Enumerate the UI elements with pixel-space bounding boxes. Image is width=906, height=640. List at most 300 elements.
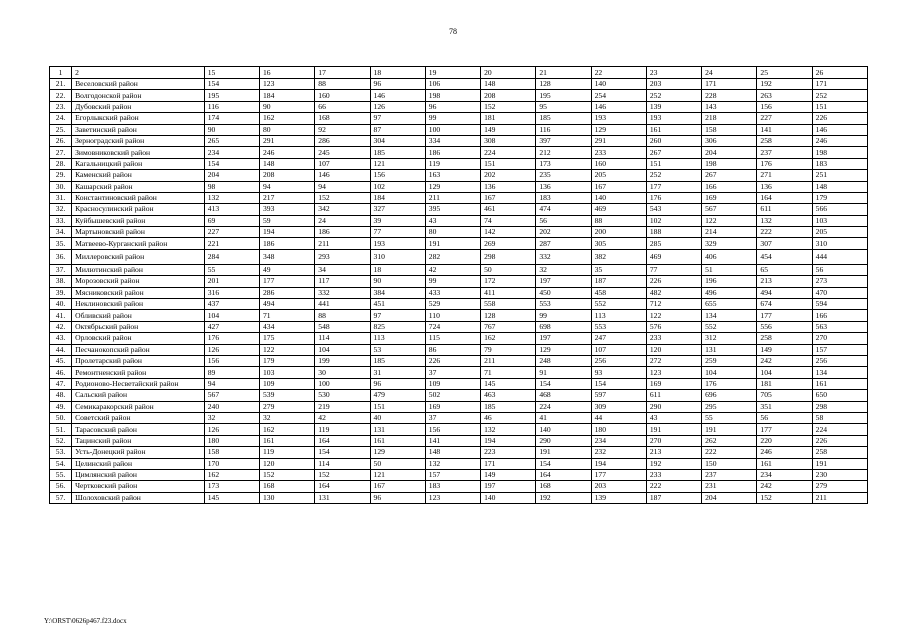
value-cell: 496: [702, 287, 757, 298]
value-cell: 222: [702, 447, 757, 458]
value-cell: 161: [812, 378, 867, 389]
value-cell: 71: [481, 367, 536, 378]
district-name-cell: Каменский район: [72, 170, 205, 181]
value-cell: 597: [591, 390, 646, 401]
value-cell: 183: [425, 481, 480, 492]
value-cell: 104: [757, 367, 812, 378]
value-cell: 226: [812, 113, 867, 124]
value-cell: 184: [260, 90, 315, 101]
value-cell: 113: [591, 310, 646, 321]
value-cell: 156: [757, 101, 812, 112]
value-cell: 267: [646, 147, 701, 158]
table-row: [50, 249, 868, 264]
value-cell: 705: [757, 390, 812, 401]
value-cell: 94: [204, 378, 259, 389]
value-cell: 298: [812, 401, 867, 412]
value-cell: 131: [702, 344, 757, 355]
table-row: [50, 276, 868, 287]
value-cell: 213: [646, 447, 701, 458]
value-cell: 712: [646, 299, 701, 310]
district-name-cell: Неклиновский район: [72, 299, 205, 310]
value-cell: 393: [260, 204, 315, 215]
row-number-cell: 45.: [50, 355, 72, 366]
value-cell: 234: [591, 435, 646, 446]
value-cell: 397: [536, 135, 591, 146]
district-name-cell: Родионово-Несветайский район: [72, 378, 205, 389]
value-cell: 44: [591, 412, 646, 423]
value-cell: 468: [536, 390, 591, 401]
table-row: [50, 367, 868, 378]
district-name-cell: Семикаракорский район: [72, 401, 205, 412]
row-number-cell: 1: [50, 67, 72, 79]
value-cell: 96: [370, 492, 425, 503]
value-cell: 136: [757, 181, 812, 192]
table-row: [50, 90, 868, 101]
value-cell: 55: [204, 264, 259, 275]
value-cell: 186: [425, 147, 480, 158]
value-cell: 152: [260, 469, 315, 480]
district-name-cell: Матвеево-Курганский район: [72, 238, 205, 249]
table-row: [50, 390, 868, 401]
value-cell: 131: [315, 492, 370, 503]
table-body: [50, 67, 868, 504]
value-cell: 158: [204, 447, 259, 458]
value-cell: 192: [536, 492, 591, 503]
value-cell: 32: [260, 412, 315, 423]
value-cell: 179: [260, 355, 315, 366]
value-cell: 469: [591, 204, 646, 215]
value-cell: 259: [702, 355, 757, 366]
value-cell: 310: [812, 238, 867, 249]
row-number-cell: 21.: [50, 79, 72, 90]
value-cell: 530: [315, 390, 370, 401]
value-cell: 92: [315, 124, 370, 135]
district-name-cell: Цимлянский район: [72, 469, 205, 480]
value-cell: 37: [425, 367, 480, 378]
value-cell: 142: [481, 227, 536, 238]
district-name-cell: Мясниковский район: [72, 287, 205, 298]
value-cell: 154: [536, 378, 591, 389]
value-cell: 89: [204, 367, 259, 378]
value-cell: 90: [260, 101, 315, 112]
value-cell: 211: [812, 492, 867, 503]
value-cell: 180: [204, 435, 259, 446]
value-cell: 69: [204, 215, 259, 226]
value-cell: 232: [591, 447, 646, 458]
value-cell: 177: [757, 310, 812, 321]
value-cell: 126: [204, 344, 259, 355]
value-cell: 169: [646, 378, 701, 389]
value-cell: 74: [481, 215, 536, 226]
value-cell: 171: [812, 79, 867, 90]
value-cell: 316: [204, 287, 259, 298]
value-cell: 494: [757, 287, 812, 298]
value-cell: 160: [315, 90, 370, 101]
value-cell: 119: [260, 447, 315, 458]
value-cell: 164: [757, 192, 812, 203]
value-cell: 234: [204, 147, 259, 158]
value-cell: 247: [591, 333, 646, 344]
value-cell: 212: [536, 147, 591, 158]
value-cell: 235: [536, 170, 591, 181]
value-cell: 100: [425, 124, 480, 135]
value-cell: 220: [757, 435, 812, 446]
value-cell: 151: [812, 101, 867, 112]
value-cell: 91: [536, 367, 591, 378]
value-cell: 176: [702, 378, 757, 389]
table-row: [50, 79, 868, 90]
table-row: [50, 215, 868, 226]
value-cell: 123: [646, 367, 701, 378]
value-cell: 151: [481, 158, 536, 169]
value-cell: 39: [370, 215, 425, 226]
value-cell: 200: [591, 227, 646, 238]
value-cell: 161: [370, 435, 425, 446]
row-number-cell: 35.: [50, 238, 72, 249]
value-cell: 154: [591, 378, 646, 389]
value-cell: 164: [315, 481, 370, 492]
value-cell: 162: [260, 424, 315, 435]
value-cell: 132: [204, 192, 259, 203]
value-cell: 226: [425, 355, 480, 366]
value-cell: 88: [591, 215, 646, 226]
row-number-cell: 37.: [50, 264, 72, 275]
value-cell: 548: [315, 321, 370, 332]
value-cell: 208: [260, 170, 315, 181]
value-cell: 24: [315, 215, 370, 226]
district-name-cell: Заветинский район: [72, 124, 205, 135]
value-cell: 169: [702, 192, 757, 203]
value-cell: 104: [204, 310, 259, 321]
value-cell: 558: [481, 299, 536, 310]
value-cell: 130: [260, 492, 315, 503]
value-cell: 120: [646, 344, 701, 355]
value-cell: 95: [536, 101, 591, 112]
value-cell: 218: [702, 113, 757, 124]
value-cell: 437: [204, 299, 259, 310]
value-cell: 226: [812, 435, 867, 446]
value-cell: 272: [646, 355, 701, 366]
district-name-cell: Зимовниковский район: [72, 147, 205, 158]
value-cell: 252: [646, 90, 701, 101]
district-name-cell: Песчанокопский район: [72, 344, 205, 355]
district-name-cell: Егорлыкский район: [72, 113, 205, 124]
value-cell: 136: [481, 181, 536, 192]
value-cell: 168: [260, 481, 315, 492]
value-cell: 227: [757, 113, 812, 124]
value-cell: 395: [425, 204, 480, 215]
district-name-cell: Обливский район: [72, 310, 205, 321]
district-name-cell: Ремонтненский район: [72, 367, 205, 378]
value-cell: 256: [591, 355, 646, 366]
district-name-cell: Шолоховский район: [72, 492, 205, 503]
value-cell: 96: [370, 79, 425, 90]
value-cell: 194: [260, 227, 315, 238]
value-cell: 174: [204, 113, 259, 124]
district-name-cell: 2: [72, 67, 205, 79]
value-cell: 179: [812, 192, 867, 203]
value-cell: 152: [757, 492, 812, 503]
value-cell: 152: [481, 101, 536, 112]
row-number-cell: 22.: [50, 90, 72, 101]
value-cell: 154: [315, 447, 370, 458]
district-name-cell: Зерноградский район: [72, 135, 205, 146]
value-cell: 66: [315, 101, 370, 112]
value-cell: 291: [260, 135, 315, 146]
table-row: [50, 333, 868, 344]
value-cell: 191: [425, 238, 480, 249]
value-cell: 17: [315, 67, 370, 79]
value-cell: 217: [260, 192, 315, 203]
value-cell: 132: [425, 458, 480, 469]
value-cell: 132: [757, 215, 812, 226]
value-cell: 298: [481, 249, 536, 264]
row-number-cell: 54.: [50, 458, 72, 469]
table-row: [50, 321, 868, 332]
value-cell: 553: [536, 299, 591, 310]
value-cell: 99: [425, 276, 480, 287]
value-cell: 79: [481, 344, 536, 355]
row-number-cell: 28.: [50, 158, 72, 169]
value-cell: 107: [315, 158, 370, 169]
value-cell: 156: [204, 355, 259, 366]
value-cell: 208: [481, 90, 536, 101]
value-cell: 139: [646, 101, 701, 112]
value-cell: 529: [425, 299, 480, 310]
value-cell: 128: [536, 79, 591, 90]
value-cell: 246: [812, 135, 867, 146]
value-cell: 434: [260, 321, 315, 332]
row-number-cell: 56.: [50, 481, 72, 492]
value-cell: 191: [536, 447, 591, 458]
value-cell: 479: [370, 390, 425, 401]
value-cell: 342: [315, 204, 370, 215]
value-cell: 110: [425, 310, 480, 321]
row-number-cell: 43.: [50, 333, 72, 344]
row-number-cell: 52.: [50, 435, 72, 446]
value-cell: 444: [812, 249, 867, 264]
value-cell: 450: [536, 287, 591, 298]
value-cell: 198: [812, 147, 867, 158]
value-cell: 43: [425, 215, 480, 226]
value-cell: 482: [646, 287, 701, 298]
value-cell: 186: [315, 227, 370, 238]
value-cell: 502: [425, 390, 480, 401]
value-cell: 177: [591, 469, 646, 480]
value-cell: 267: [702, 170, 757, 181]
value-cell: 310: [370, 249, 425, 264]
value-cell: 270: [812, 333, 867, 344]
value-cell: 427: [204, 321, 259, 332]
value-cell: 20: [481, 67, 536, 79]
value-cell: 230: [812, 469, 867, 480]
value-cell: 18: [370, 264, 425, 275]
row-number-cell: 38.: [50, 276, 72, 287]
value-cell: 724: [425, 321, 480, 332]
value-cell: 696: [702, 390, 757, 401]
value-cell: 116: [204, 101, 259, 112]
table-row: [50, 424, 868, 435]
value-cell: 295: [702, 401, 757, 412]
value-cell: 556: [757, 321, 812, 332]
value-cell: 50: [370, 458, 425, 469]
value-cell: 156: [425, 424, 480, 435]
district-name-cell: Орловский район: [72, 333, 205, 344]
table-row: [50, 492, 868, 503]
row-number-cell: 42.: [50, 321, 72, 332]
value-cell: 56: [812, 264, 867, 275]
value-cell: 222: [646, 481, 701, 492]
table-row: [50, 113, 868, 124]
value-cell: 141: [425, 435, 480, 446]
value-cell: 233: [646, 333, 701, 344]
value-cell: 204: [702, 147, 757, 158]
value-cell: 262: [702, 435, 757, 446]
value-cell: 290: [536, 435, 591, 446]
value-cell: 543: [646, 204, 701, 215]
row-number-cell: 33.: [50, 215, 72, 226]
value-cell: 96: [425, 101, 480, 112]
district-name-cell: Сальский район: [72, 390, 205, 401]
value-cell: 31: [370, 367, 425, 378]
row-number-cell: 51.: [50, 424, 72, 435]
table-row: [50, 310, 868, 321]
value-cell: 87: [370, 124, 425, 135]
value-cell: 176: [646, 192, 701, 203]
value-cell: 140: [536, 424, 591, 435]
value-cell: 170: [204, 458, 259, 469]
table-row: [50, 124, 868, 135]
value-cell: 251: [812, 170, 867, 181]
value-cell: 226: [646, 276, 701, 287]
value-cell: 116: [536, 124, 591, 135]
value-cell: 228: [702, 90, 757, 101]
district-name-cell: Дубовский район: [72, 101, 205, 112]
value-cell: 192: [757, 79, 812, 90]
value-cell: 197: [536, 276, 591, 287]
district-name-cell: Куйбышевский район: [72, 215, 205, 226]
value-cell: 463: [481, 390, 536, 401]
value-cell: 164: [536, 469, 591, 480]
value-cell: 134: [812, 367, 867, 378]
value-cell: 140: [591, 192, 646, 203]
value-cell: 348: [260, 249, 315, 264]
table-row: [50, 287, 868, 298]
value-cell: 195: [204, 90, 259, 101]
value-cell: 287: [536, 238, 591, 249]
value-cell: 470: [812, 287, 867, 298]
table-row: [50, 264, 868, 275]
value-cell: 167: [370, 481, 425, 492]
value-cell: 203: [591, 481, 646, 492]
value-cell: 143: [702, 101, 757, 112]
value-cell: 113: [370, 333, 425, 344]
value-cell: 205: [812, 227, 867, 238]
value-cell: 164: [315, 435, 370, 446]
value-cell: 141: [757, 124, 812, 135]
value-cell: 146: [591, 101, 646, 112]
value-cell: 454: [757, 249, 812, 264]
value-cell: 650: [812, 390, 867, 401]
value-cell: 384: [370, 287, 425, 298]
value-cell: 233: [646, 469, 701, 480]
value-cell: 187: [646, 492, 701, 503]
value-cell: 169: [425, 401, 480, 412]
value-cell: 252: [646, 170, 701, 181]
value-cell: 576: [646, 321, 701, 332]
value-cell: 65: [757, 264, 812, 275]
value-cell: 32: [536, 264, 591, 275]
row-number-cell: 57.: [50, 492, 72, 503]
table-row: [50, 458, 868, 469]
value-cell: 222: [757, 227, 812, 238]
value-cell: 246: [260, 147, 315, 158]
value-cell: 186: [260, 238, 315, 249]
table-row: [50, 344, 868, 355]
value-cell: 191: [646, 424, 701, 435]
row-number-cell: 24.: [50, 113, 72, 124]
value-cell: 332: [315, 287, 370, 298]
value-cell: 256: [812, 355, 867, 366]
value-cell: 242: [757, 481, 812, 492]
district-name-cell: Морозовский район: [72, 276, 205, 287]
district-name-cell: Пролетарский район: [72, 355, 205, 366]
value-cell: 103: [812, 215, 867, 226]
value-cell: 567: [204, 390, 259, 401]
table-row: [50, 378, 868, 389]
value-cell: 168: [536, 481, 591, 492]
value-cell: 290: [646, 401, 701, 412]
district-name-cell: Миллеровский район: [72, 249, 205, 264]
value-cell: 106: [425, 79, 480, 90]
value-cell: 567: [702, 204, 757, 215]
value-cell: 293: [315, 249, 370, 264]
value-cell: 136: [536, 181, 591, 192]
value-cell: 42: [425, 264, 480, 275]
value-cell: 37: [425, 412, 480, 423]
district-name-cell: Тарасовский район: [72, 424, 205, 435]
row-number-cell: 40.: [50, 299, 72, 310]
value-cell: 148: [260, 158, 315, 169]
value-cell: 698: [536, 321, 591, 332]
value-cell: 291: [591, 135, 646, 146]
value-cell: 195: [536, 90, 591, 101]
value-cell: 474: [536, 204, 591, 215]
value-cell: 99: [536, 310, 591, 321]
value-cell: 248: [536, 355, 591, 366]
value-cell: 56: [536, 215, 591, 226]
table-row: [50, 147, 868, 158]
value-cell: 55: [702, 412, 757, 423]
value-cell: 19: [425, 67, 480, 79]
value-cell: 181: [481, 113, 536, 124]
value-cell: 825: [370, 321, 425, 332]
value-cell: 157: [425, 469, 480, 480]
value-cell: 50: [481, 264, 536, 275]
value-cell: 192: [646, 458, 701, 469]
value-cell: 148: [481, 79, 536, 90]
value-cell: 86: [425, 344, 480, 355]
value-cell: 90: [370, 276, 425, 287]
value-cell: 312: [702, 333, 757, 344]
table-row: [50, 135, 868, 146]
row-number-cell: 32.: [50, 204, 72, 215]
value-cell: 26: [812, 67, 867, 79]
row-number-cell: 26.: [50, 135, 72, 146]
value-cell: 96: [370, 378, 425, 389]
value-cell: 184: [370, 192, 425, 203]
value-cell: 149: [481, 469, 536, 480]
